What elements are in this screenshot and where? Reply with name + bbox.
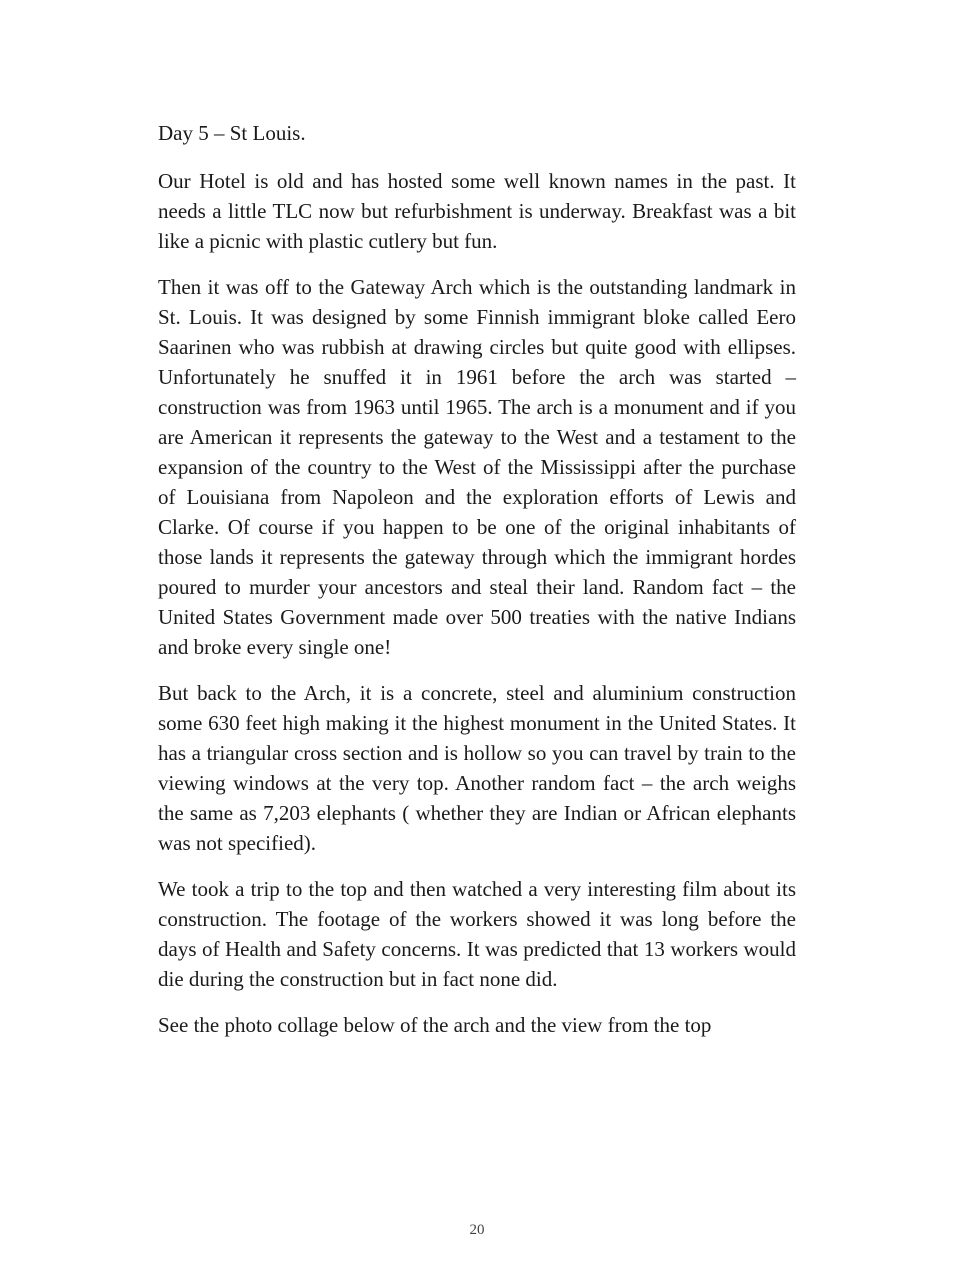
paragraph-hotel: Our Hotel is old and has hosted some well known names in the past. It needs a little TLC now but refurbishment is underway. Breakfast was a bit like a picnic with plastic cutlery but fun. — [158, 169, 796, 253]
document-body — [158, 118, 796, 1056]
paragraph-arch-construction: But back to the Arch, it is a concrete, steel and aluminium construction some 630 feet high making it the highest monument in the United States. It has a triangular cross section and is hollow so you can travel by train to the viewing windows at the very top. Another random fact – the arch weighs the same as 7,203 elephants ( whether they are Indian or African elephants was not specified). — [158, 681, 796, 855]
paragraph-photo-collage: See the photo collage below of the arch and the view from the top — [158, 1013, 712, 1037]
paragraph-gateway-arch: Then it was off to the Gateway Arch which is the outstanding landmark in St. Louis. It was designed by some Finnish immigrant bloke called Eero Saarinen who was rubbish at drawing circles but quite good with ellipses. Unfortunately he snuffed it in 1961 before the arch was started – construction was from 1963 until 1965. The arch is a monument and if you are American it represents the gateway to the West and a testament to the expansion of the country to the West of the Mississippi after the purchase of Louisiana from Napoleon and the exploration efforts of Lewis and Clarke. Of course if you happen to be one of the original inhabitants of those lands it represents the gateway through which the immigrant hordes poured to murder your ancestors and steal their land. Random fact – the United States Government made over 500 treaties with the native Indians and broke every single one! — [158, 275, 796, 659]
day-heading: Day 5 – St Louis. — [158, 121, 306, 145]
page-number: 20 — [469, 1222, 485, 1238]
paragraph-trip-to-top: We took a trip to the top and then watched a very interesting film about its construction. The footage of the workers showed it was long before the days of Health and Safety concerns. It was predicted that 13 workers would die during the construction but in fact none did. — [158, 877, 796, 991]
